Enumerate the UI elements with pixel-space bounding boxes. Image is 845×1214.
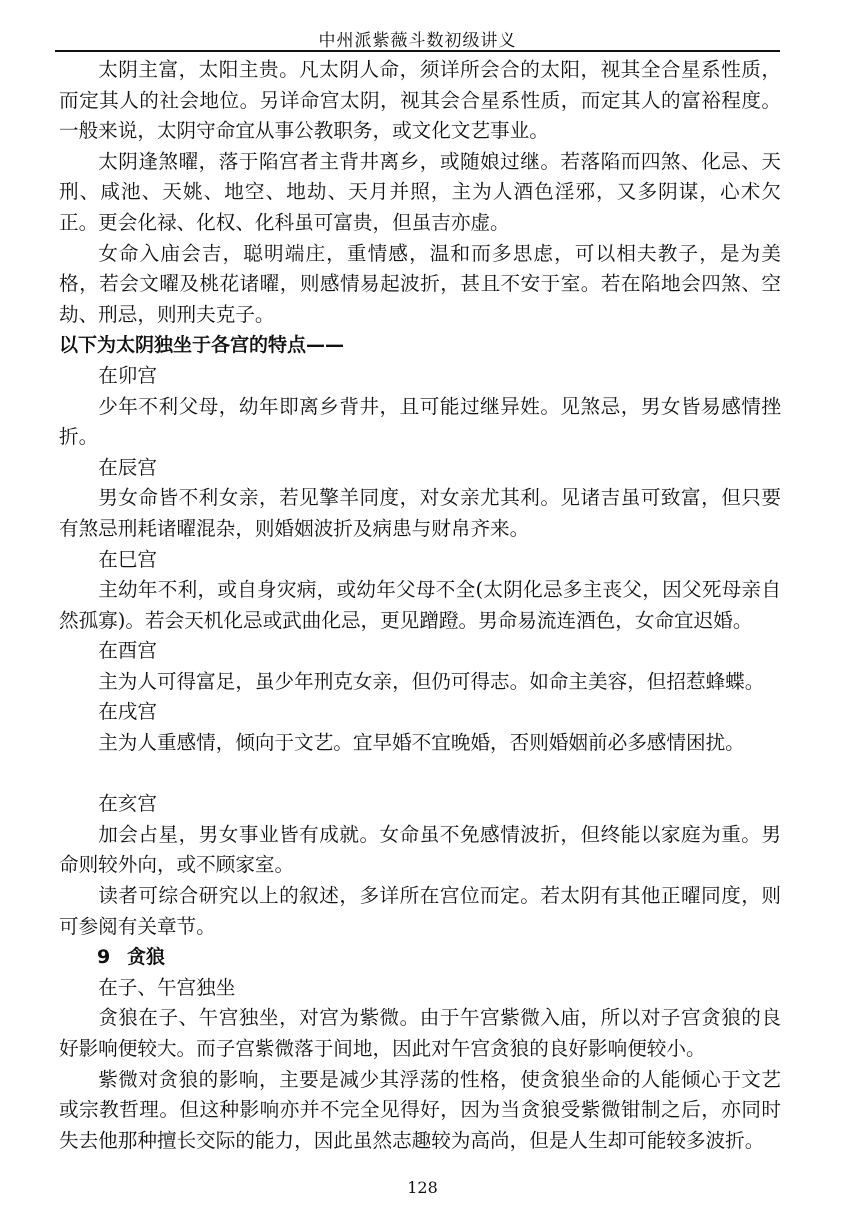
palace-text-you: 主为人可得富足，虽少年刑克女亲，但仍可得志。如命主美容，但招惹蜂蝶。 (98, 669, 765, 693)
palace-text-xu: 主为人重感情，倾向于文艺。宜早婚不宜晚婚，否则婚姻前必多感情困扰。 (98, 731, 745, 755)
palace-label-hai: 在亥宫 (98, 792, 157, 816)
header-rule (55, 50, 780, 52)
document-body (59, 55, 781, 1156)
blank-line (59, 759, 781, 790)
paragraph-taiyin-sha: 太阴逢煞曜，落于陷宫者主背井离乡，或随娘过继。若落陷而四煞、化忌、天刑、咸池、天姚、地空、地劫、天月并照，主为人酒色淫邪，又多阴谋，心术欠正。更会化禄、化权、化科虽可富贵，但虽吉亦虚。 (59, 149, 781, 234)
paragraph-tanlang-1: 贪狼在子、午宫独坐，对宫为紫微。由于午宫紫微入庙，所以对子宫贪狼的良好影响便较大。而子宫紫微落于间地，因此对午宫贪狼的良好影响便较小。 (59, 1006, 781, 1060)
section-number: 9 (97, 946, 111, 969)
page-header: 中州派紫薇斗数初级讲义 (318, 31, 517, 51)
palace-text-hai: 加会占星，男女事业皆有成就。女命虽不免感情波折，但终能以家庭为重。男命则较外向，或不顾家室。 (59, 822, 781, 877)
page-number: 128 (407, 1178, 438, 1197)
section-title: 贪狼 (127, 946, 166, 969)
palace-text-si: 主幼年不利，或自身灾病，或幼年父母不全(太阴化忌多主丧父，因父死母亲自然孤寡)。若会天机化忌或武曲化忌，更见蹭蹬。男命易流连酒色，女命宜迟婚。 (59, 578, 781, 632)
paragraph-taiyin-wealth: 太阴主富，太阳主贵。凡太阴人命，须详所会合的太阳，视其全合星系性质，而定其人的社会地位。另详命宫太阴，视其会合星系性质，而定其人的富裕程度。一般来说，太阴守命宜从事公教职务，或文化文艺事业。 (59, 58, 781, 143)
palace-text-chen: 男女命皆不利女亲，若见擎羊同度，对女亲尤其利。见诸吉虽可致富，但只要有煞忌刑耗诸曜混杂，则婚姻波折及病患与财帛齐来。 (59, 486, 781, 540)
paragraph-summary: 读者可综合研究以上的叙述，多详所在宫位而定。若太阴有其他正曜同度，则可参阅有关章节。 (59, 884, 781, 938)
tanlang-label-ziwu: 在子、午宫独坐 (98, 975, 236, 999)
paragraph-tanlang-2: 紫微对贪狼的影响，主要是减少其浮荡的性格，使贪狼坐命的人能倾心于文艺或宗教哲理。但这种影响亦并不完全见得好，因为当贪狼受紫微钳制之后，亦同时失去他那种擅长交际的能力，因此虽然志趣较为高尚，但是人生却可能较多波折。 (59, 1067, 781, 1152)
palace-label-you: 在酉宫 (98, 639, 157, 663)
palace-label-mao: 在卯宫 (98, 363, 157, 387)
palace-label-chen: 在辰宫 (98, 455, 157, 479)
section-heading-taiyin-palaces: 以下为太阴独坐于各宫的特点—— (59, 334, 345, 357)
section-heading-tanlang (59, 942, 781, 973)
palace-label-si: 在巳宫 (98, 547, 157, 571)
palace-text-mao: 少年不利父母，幼年即离乡背井，且可能过继异姓。见煞忌，男女皆易感情挫折。 (59, 394, 781, 449)
paragraph-taiyin-female: 女命入庙会吉，聪明端庄，重情感，温和而多思虑，可以相夫教子，是为美格，若会文曜及桃花诸曜，则感情易起波折，甚且不安于室。若在陷地会四煞、空劫、刑忌，则刑夫克子。 (59, 241, 781, 326)
palace-label-xu: 在戌宫 (98, 700, 157, 724)
